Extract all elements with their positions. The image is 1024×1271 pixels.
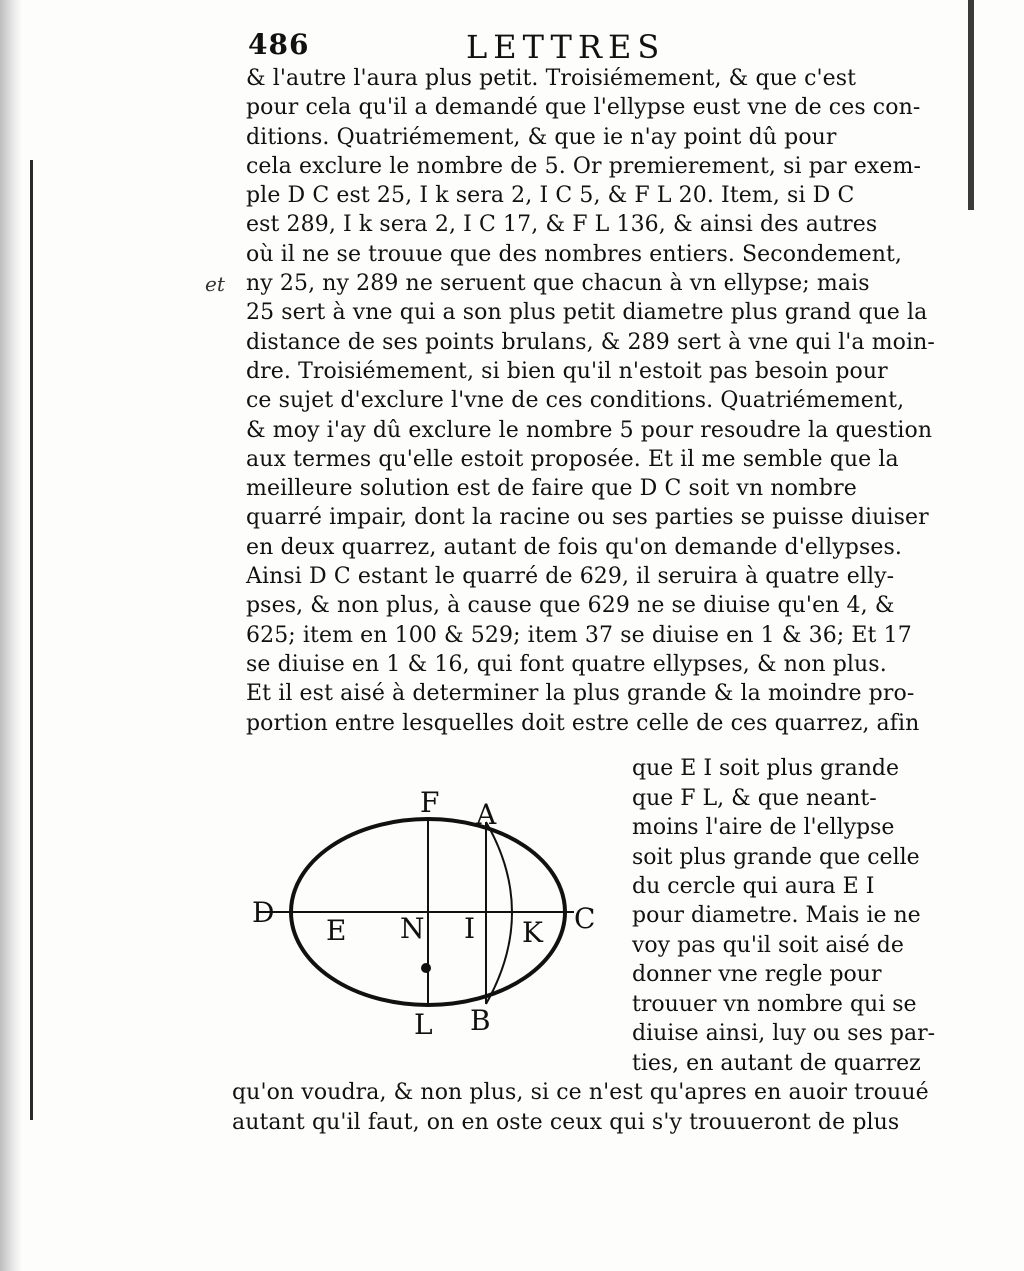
text-line: pses, & non plus, à cause que 629 ne se diuise qu'en 4, & [246,593,895,619]
label-i: I [464,912,476,945]
side-text-line: que F L, & que neant- [632,786,877,811]
label-k: K [522,916,543,949]
label-n: N [400,912,425,945]
text-line: ny 25, ny 289 ne seruent que chacun à vn ellypse; mais [246,271,870,297]
text-line: & moy i'ay dû exclure le nombre 5 pour resoudre la question [246,417,933,443]
text-line: ditions. Quatriémement, & que ie n'ay point dû pour [246,124,837,150]
label-f: F [420,786,440,819]
side-text-line: pour diametre. Mais ie ne [632,903,921,928]
side-text-line: du cercle qui aura E I [632,874,875,899]
margin-annotation: et [205,272,225,296]
text-line: en deux quarrez, autant de fois qu'on demande d'ellypses. [246,534,902,560]
body-text [246,64,936,738]
side-text-line: donner vne regle pour [632,962,882,987]
binding-shadow [0,0,22,1271]
side-text-line: diuise ainsi, luy ou ses par- [632,1021,936,1046]
side-text-line: soit plus grande que celle [632,845,920,870]
text-line: où il ne se trouue que des nombres entiers. Secondement, [246,241,903,267]
label-d: D [252,896,275,929]
text-line: cela exclure le nombre de 5. Or premierement, si par exem- [246,153,922,179]
text-line: pour cela qu'il a demandé que l'ellypse eust vne de ces con- [246,95,921,121]
text-line: 625; item en 100 & 529; item 37 se diuise en 1 & 36; Et 17 [246,622,912,648]
text-line: meilleure solution est de faire que D C soit vn nombre [246,476,857,502]
label-c: C [574,902,596,935]
text-line: autant qu'il faut, on en oste ceux qui s'y trouueront de plus [232,1110,900,1135]
side-text-line: ties, en autant de quarrez [632,1051,921,1076]
side-text-line: moins l'aire de l'ellypse [632,815,895,840]
running-title: LETTRES [466,28,666,66]
text-line: quarré impair, dont la racine ou ses parties se puisse diuiser [246,505,929,531]
text-line: ce sujet d'exclure l'vne de ces conditions. Quatriémement, [246,388,905,414]
label-a: A [476,798,497,831]
text-line: portion entre lesquelles doit estre celle de ces quarrez, afin [246,710,920,736]
text-line: Ainsi D C estant le quarré de 629, il seruira à quatre elly- [246,564,895,590]
side-text-line: trouuer vn nombre qui se [632,992,917,1017]
text-line: est 289, I k sera 2, I C 17, & F L 136, & ainsi des autres [246,212,878,238]
text-line: qu'on voudra, & non plus, si ce n'est qu'apres en auoir trouué [232,1080,929,1105]
text-line: 25 sert à vne qui a son plus petit diametre plus grand que la [246,300,928,326]
text-line: dre. Troisiémement, si bien qu'il n'estoit pas besoin pour [246,358,888,384]
ellipse-diagram [248,760,618,1060]
text-line: ple D C est 25, I k sera 2, I C 5, & F L 20. Item, si D C [246,183,855,209]
label-l: L [414,1008,433,1041]
text-line: aux termes qu'elle estoit proposée. Et il me semble que la [246,446,899,472]
side-text-line: que E I soit plus grande [632,756,899,781]
page-edge-mark [968,0,974,210]
label-e: E [326,914,347,947]
text-line: se diuise en 1 & 16, qui font quatre ellypses, & non plus. [246,651,887,677]
gutter-rule [30,160,33,1120]
text-line: Et il est aisé à determiner la plus grande & la moindre pro- [246,681,915,707]
page-number: 486 [248,28,310,61]
label-b: B [470,1004,491,1037]
text-line: & l'autre l'aura plus petit. Troisiémement, & que c'est [246,66,857,91]
text-line: distance de ses points brulans, & 289 sert à vne qui l'a moin- [246,329,935,355]
point-mark [421,963,431,973]
side-text-line: voy pas qu'il soit aisé de [632,933,904,958]
